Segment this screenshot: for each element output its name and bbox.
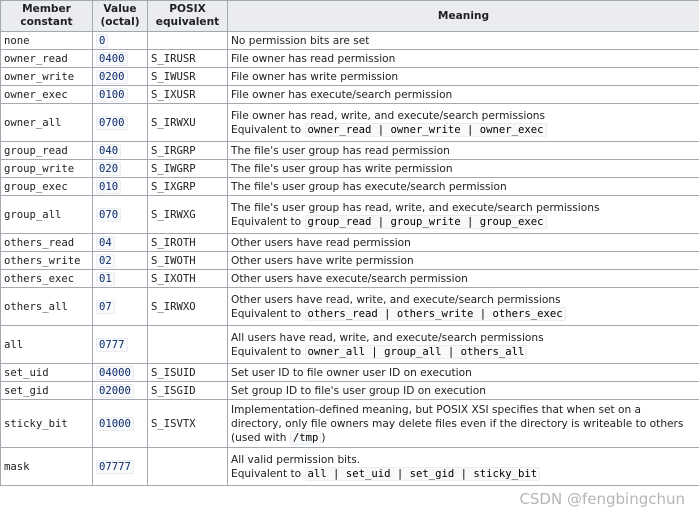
meaning-cell <box>228 104 699 142</box>
meaning-cell: The file's user group has execute/search permission <box>228 178 699 196</box>
table-row <box>1 86 699 104</box>
equivalent-code: owner_all | group_all | others_all <box>305 345 528 359</box>
table-row <box>1 142 699 160</box>
equivalent-line <box>231 307 696 321</box>
member-cell: none <box>1 32 93 50</box>
value-cell <box>93 32 148 50</box>
meaning-line: Implementation-defined meaning, but POSIX XSI specifies that when set on a <box>231 403 642 416</box>
header-posix: POSIX equivalent <box>148 1 228 32</box>
meaning-cell <box>228 288 699 326</box>
posix-cell: S_ISUID <box>148 364 228 382</box>
meaning-text: The file's user group has read, write, and execute/search permissions <box>231 201 600 214</box>
equivalent-label: Equivalent to <box>231 123 302 136</box>
value-cell <box>93 142 148 160</box>
table-row <box>1 104 699 142</box>
value-code: 010 <box>96 180 121 194</box>
posix-cell: S_ISVTX <box>148 400 228 448</box>
posix-cell: S_IXOTH <box>148 270 228 288</box>
header-meaning: Meaning <box>228 1 699 32</box>
table-row <box>1 178 699 196</box>
value-cell <box>93 252 148 270</box>
posix-cell <box>148 448 228 486</box>
value-cell <box>93 196 148 234</box>
value-code: 01000 <box>96 417 134 431</box>
posix-cell: S_IRWXU <box>148 104 228 142</box>
header-value: Value (octal) <box>93 1 148 32</box>
value-code: 07 <box>96 300 115 314</box>
member-cell: owner_all <box>1 104 93 142</box>
table-row <box>1 400 699 448</box>
posix-cell: S_IWUSR <box>148 68 228 86</box>
value-code: 020 <box>96 162 121 176</box>
meaning-cell: The file's user group has write permission <box>228 160 699 178</box>
value-cell <box>93 364 148 382</box>
meaning-line: directory, only file owners may delete files even if the directory is writeable to others <box>231 417 684 430</box>
tmp-code: /tmp <box>290 431 322 445</box>
member-cell: sticky_bit <box>1 400 93 448</box>
equivalent-line <box>231 123 696 137</box>
member-cell: group_read <box>1 142 93 160</box>
posix-cell: S_IRWXG <box>148 196 228 234</box>
watermark: CSDN @fengbingchun <box>519 490 685 508</box>
value-code: 02000 <box>96 384 134 398</box>
value-cell <box>93 178 148 196</box>
value-cell <box>93 234 148 252</box>
table-row <box>1 382 699 400</box>
meaning-cell: Other users have read permission <box>228 234 699 252</box>
table-row <box>1 160 699 178</box>
meaning-text: Other users have read, write, and execute/search permissions <box>231 293 561 306</box>
value-code: 0777 <box>96 338 128 352</box>
meaning-cell: Other users have write permission <box>228 252 699 270</box>
posix-cell: S_IWOTH <box>148 252 228 270</box>
value-cell <box>93 400 148 448</box>
posix-cell <box>148 326 228 364</box>
table-row <box>1 270 699 288</box>
equivalent-line <box>231 467 696 481</box>
value-code: 04000 <box>96 366 134 380</box>
member-cell: group_write <box>1 160 93 178</box>
meaning-text: File owner has read, write, and execute/search permissions <box>231 109 546 122</box>
member-cell: group_exec <box>1 178 93 196</box>
table-row <box>1 234 699 252</box>
value-cell <box>93 326 148 364</box>
meaning-text: All users have read, write, and execute/search permissions <box>231 331 544 344</box>
meaning-cell: No permission bits are set <box>228 32 699 50</box>
member-cell: owner_exec <box>1 86 93 104</box>
member-cell: others_write <box>1 252 93 270</box>
table-row <box>1 288 699 326</box>
posix-cell: S_IXUSR <box>148 86 228 104</box>
meaning-line3-post: ) <box>321 431 326 444</box>
equivalent-code: all | set_uid | set_gid | sticky_bit <box>305 467 541 481</box>
value-code: 02 <box>96 254 115 268</box>
meaning-cell <box>228 326 699 364</box>
equivalent-label: Equivalent to <box>231 345 302 358</box>
member-cell: others_all <box>1 288 93 326</box>
meaning-cell: File owner has write permission <box>228 68 699 86</box>
value-cell <box>93 68 148 86</box>
posix-cell: S_IROTH <box>148 234 228 252</box>
member-cell: owner_write <box>1 68 93 86</box>
value-cell <box>93 270 148 288</box>
meaning-cell: The file's user group has read permission <box>228 142 699 160</box>
equivalent-code: group_read | group_write | group_exec <box>305 215 547 229</box>
meaning-cell <box>228 448 699 486</box>
meaning-line3-pre: (used with <box>231 431 287 444</box>
meaning-cell: Other users have execute/search permission <box>228 270 699 288</box>
table-row <box>1 326 699 364</box>
value-code: 0 <box>96 34 108 48</box>
value-code: 04 <box>96 236 115 250</box>
meaning-cell <box>228 400 699 448</box>
value-cell <box>93 86 148 104</box>
value-code: 01 <box>96 272 115 286</box>
meaning-text: All valid permission bits. <box>231 453 361 466</box>
member-cell: owner_read <box>1 50 93 68</box>
member-cell: set_uid <box>1 364 93 382</box>
posix-cell: S_IRGRP <box>148 142 228 160</box>
equivalent-label: Equivalent to <box>231 307 302 320</box>
table-row <box>1 68 699 86</box>
equivalent-label: Equivalent to <box>231 215 302 228</box>
posix-cell: S_IRUSR <box>148 50 228 68</box>
member-cell: all <box>1 326 93 364</box>
table-row <box>1 50 699 68</box>
meaning-cell: File owner has read permission <box>228 50 699 68</box>
value-cell <box>93 104 148 142</box>
equivalent-code: others_read | others_write | others_exec <box>305 307 566 321</box>
equivalent-line <box>231 215 696 229</box>
member-cell: others_exec <box>1 270 93 288</box>
table-row <box>1 448 699 486</box>
value-code: 040 <box>96 144 121 158</box>
meaning-cell: Set group ID to file's user group ID on execution <box>228 382 699 400</box>
member-cell: mask <box>1 448 93 486</box>
member-cell: set_gid <box>1 382 93 400</box>
value-code: 0700 <box>96 116 128 130</box>
meaning-cell <box>228 196 699 234</box>
posix-cell: S_ISGID <box>148 382 228 400</box>
value-cell <box>93 160 148 178</box>
header-row <box>1 1 699 32</box>
value-cell <box>93 288 148 326</box>
meaning-cell: Set user ID to file owner user ID on execution <box>228 364 699 382</box>
equivalent-code: owner_read | owner_write | owner_exec <box>305 123 547 137</box>
posix-cell: S_IXGRP <box>148 178 228 196</box>
posix-cell <box>148 32 228 50</box>
table-row <box>1 196 699 234</box>
table-row <box>1 32 699 50</box>
value-code: 07777 <box>96 460 134 474</box>
equivalent-label: Equivalent to <box>231 467 302 480</box>
value-cell <box>93 448 148 486</box>
value-code: 0100 <box>96 88 128 102</box>
value-cell <box>93 382 148 400</box>
member-cell: group_all <box>1 196 93 234</box>
posix-cell: S_IRWXO <box>148 288 228 326</box>
meaning-cell: File owner has execute/search permission <box>228 86 699 104</box>
value-cell <box>93 50 148 68</box>
value-code: 0400 <box>96 52 128 66</box>
table-row <box>1 364 699 382</box>
equivalent-line <box>231 345 696 359</box>
table-row <box>1 252 699 270</box>
header-member: Member constant <box>1 1 93 32</box>
value-code: 0200 <box>96 70 128 84</box>
value-code: 070 <box>96 208 121 222</box>
meaning-line <box>231 431 696 445</box>
posix-cell: S_IWGRP <box>148 160 228 178</box>
member-cell: others_read <box>1 234 93 252</box>
